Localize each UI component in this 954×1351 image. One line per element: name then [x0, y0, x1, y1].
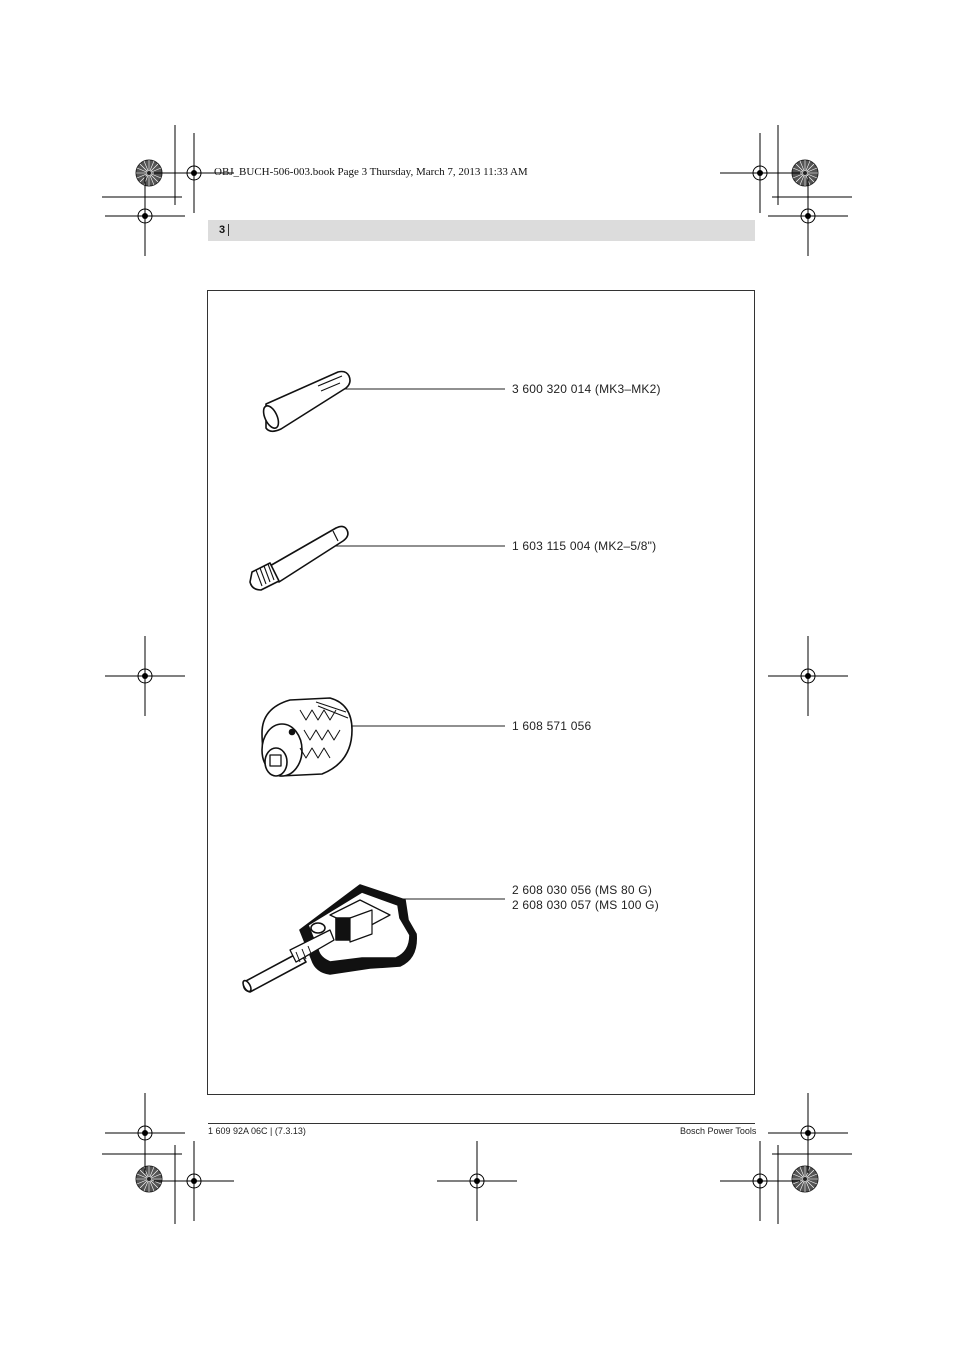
taper-sleeve-icon: [260, 372, 350, 432]
leader-lines: [324, 389, 505, 899]
footer-rule: [208, 1123, 755, 1124]
taper-arbor-icon: [250, 526, 348, 590]
print-info-line: OBJ_BUCH-506-003.book Page 3 Thursday, March 7, 2013 11:33 AM: [214, 166, 528, 178]
accessory-2-part-number: 1 603 115 004 (MK2–5/8"): [512, 539, 657, 553]
accessory-1-part-number: 3 600 320 014 (MK3–MK2): [512, 382, 661, 396]
accessory-3-part-number: 1 608 571 056: [512, 719, 592, 733]
drill-chuck-icon: [262, 698, 352, 776]
footer-doc-code: 1 609 92A 06C | (7.3.13): [208, 1126, 306, 1136]
accessory-4-part-number-2: 2 608 030 057 (MS 100 G): [512, 898, 659, 912]
accessory-4-part-number-1: 2 608 030 056 (MS 80 G): [512, 883, 653, 897]
footer-brand: Bosch Power Tools: [680, 1126, 757, 1136]
page-number: 3: [219, 224, 226, 236]
machine-vice-icon: [241, 885, 416, 993]
